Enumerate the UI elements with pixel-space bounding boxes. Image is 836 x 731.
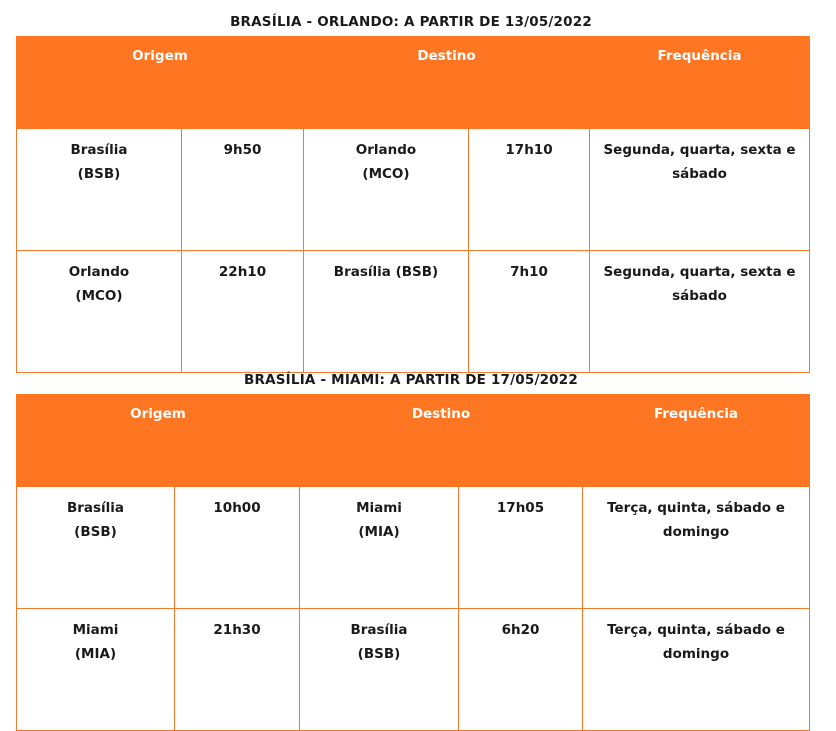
section-title-orlando: BRASÍLIA - ORLANDO: A PARTIR DE 13/05/2022 xyxy=(230,14,592,30)
frequency-line-1: Terça, quinta, sábado e xyxy=(607,500,785,516)
origin-code: (MCO) xyxy=(75,288,123,304)
origin-city: Brasília xyxy=(66,500,125,516)
frequency-cell xyxy=(583,609,810,731)
origin-code: (MIA) xyxy=(74,646,117,662)
section-title-miami: BRASÍLIA - MIAMI: A PARTIR DE 17/05/2022 xyxy=(244,372,578,388)
origin-code: (BSB) xyxy=(74,524,117,540)
departure-time: 22h10 xyxy=(182,251,304,373)
departure-time: 9h50 xyxy=(182,129,304,251)
schedule-table-orlando xyxy=(16,36,810,373)
frequency-line-2: sábado xyxy=(672,166,727,182)
origin-city: Brasília xyxy=(70,142,128,158)
destination-code: (MIA) xyxy=(358,524,400,540)
frequency-cell xyxy=(583,487,810,609)
destination-cell xyxy=(304,251,469,373)
origin-cell xyxy=(17,251,182,373)
table-header-row xyxy=(17,395,810,487)
arrival-time: 6h20 xyxy=(459,609,583,731)
departure-time: 21h30 xyxy=(175,609,300,731)
destination-code: (MCO) xyxy=(362,166,410,182)
arrival-time: 17h10 xyxy=(469,129,590,251)
frequency-line-2: domingo xyxy=(662,524,730,540)
destination-city: Brasília xyxy=(350,622,408,638)
destination-cell xyxy=(300,487,459,609)
header-destino: Destino xyxy=(300,395,583,487)
header-origem: Origem xyxy=(17,37,304,129)
table-row xyxy=(17,487,810,609)
schedule-table-miami xyxy=(16,394,810,731)
frequency-line-2: sábado xyxy=(672,288,727,304)
header-frequencia: Frequência xyxy=(590,37,810,129)
destination-city: Brasília (BSB) xyxy=(333,264,439,280)
destination-city: Miami xyxy=(356,500,402,516)
header-frequencia: Frequência xyxy=(583,395,810,487)
frequency-cell xyxy=(590,129,810,251)
arrival-time: 17h05 xyxy=(459,487,583,609)
destination-cell xyxy=(304,129,469,251)
table-row xyxy=(17,609,810,731)
origin-code: (BSB) xyxy=(77,166,121,182)
frequency-line-1: Segunda, quarta, sexta e xyxy=(603,264,796,280)
origin-cell xyxy=(17,487,175,609)
frequency-line-1: Segunda, quarta, sexta e xyxy=(603,142,796,158)
origin-cell xyxy=(17,609,175,731)
table-header-row xyxy=(17,37,810,129)
destination-code: (BSB) xyxy=(357,646,401,662)
header-origem: Origem xyxy=(17,395,300,487)
destination-cell xyxy=(300,609,459,731)
departure-time: 10h00 xyxy=(175,487,300,609)
frequency-line-1: Terça, quinta, sábado e xyxy=(607,622,785,638)
origin-city: Orlando xyxy=(68,264,130,280)
table-row xyxy=(17,251,810,373)
origin-cell xyxy=(17,129,182,251)
table-row xyxy=(17,129,810,251)
destination-city: Orlando xyxy=(355,142,417,158)
header-destino: Destino xyxy=(304,37,590,129)
origin-city: Miami xyxy=(72,622,119,638)
frequency-line-2: domingo xyxy=(662,646,730,662)
arrival-time: 7h10 xyxy=(469,251,590,373)
frequency-cell xyxy=(590,251,810,373)
